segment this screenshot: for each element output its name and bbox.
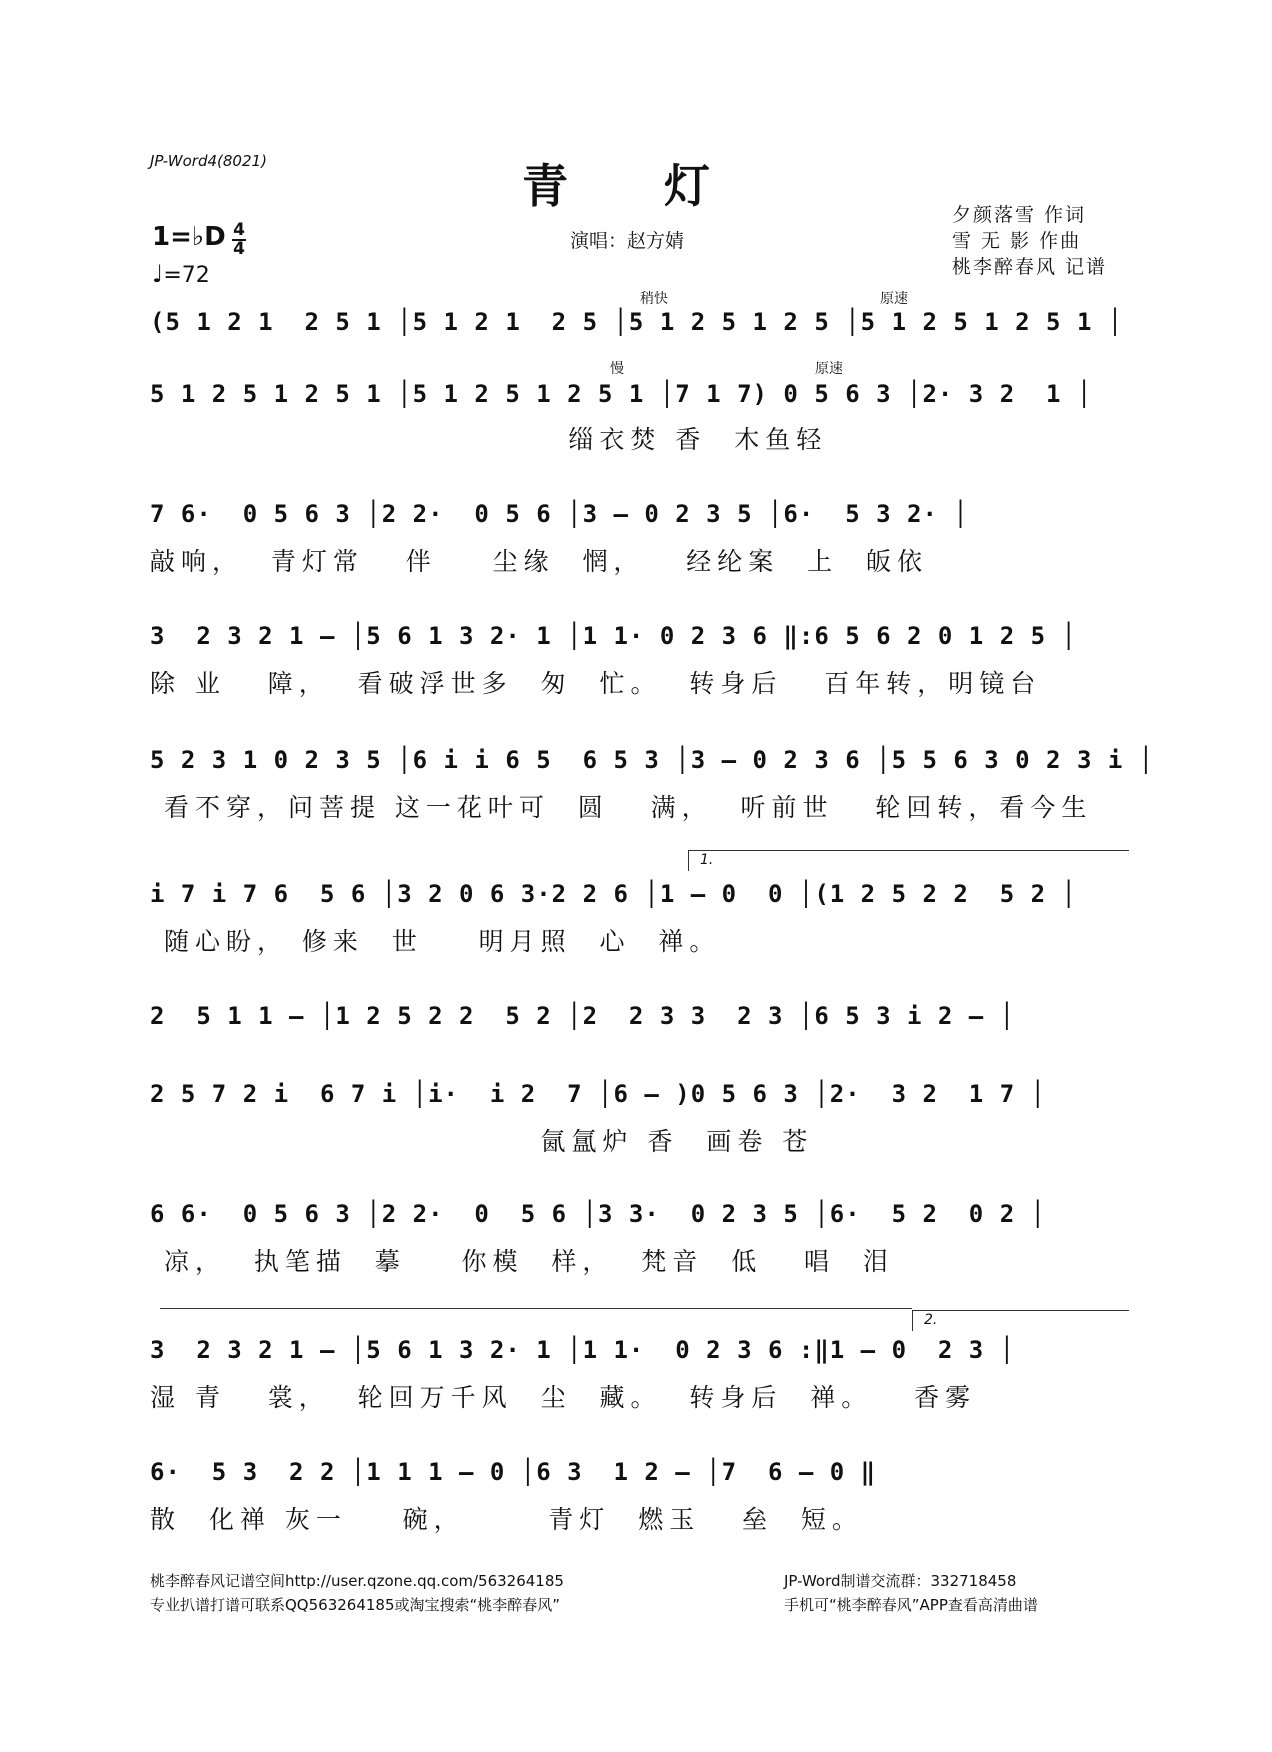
system-6-notes: i 7 i 7 6 5 6 │3 2 0 6 3·2 2 6 │1 – 0 0 │(1 2 5 2 2 5 2 │ — [150, 880, 1077, 908]
annotation-slow: 慢 — [610, 361, 624, 377]
system-3-notes: 7 6· 0 5 6 3 │2 2· 0 5 6 │3 – 0 2 3 5 │6· 5 3 2· │ — [150, 500, 969, 528]
system-9-notes: 6 6· 0 5 6 3 │2 2· 0 5 6 │3 3· 0 2 3 5 │6· 5 2 0 2 │ — [150, 1200, 1047, 1228]
tempo-value: =72 — [163, 263, 210, 288]
time-signature — [232, 222, 246, 258]
system-7-notes: 2 5 1 1 – │1 2 5 2 2 5 2 │2 2 3 3 2 3 │6 5 3 i 2 – │ — [150, 1002, 1016, 1030]
system-11-lyrics: 散 化禅 灰一 碗， 青灯 燃玉 垒 短。 — [150, 1505, 863, 1534]
key-signature: 1=♭D — [152, 222, 226, 252]
system-divider-line — [160, 1308, 912, 1309]
system-8-notes: 2 5 7 2 i 6 7 i │i· i 2 7 │6 – )0 5 6 3 │2· 3 2 1 7 │ — [150, 1080, 1047, 1108]
system-3-lyrics: 敲响， 青灯常 伴 尘缘 惘， 经纶案 上 皈依 — [150, 547, 929, 576]
system-4-notes: 3 2 3 2 1 – │5 6 1 3 2· 1 │1 1· 0 2 3 6 ‖:6 5 6 2 0 1 2 5 │ — [150, 622, 1077, 650]
tempo-marking — [152, 260, 210, 288]
singer: 演唱：赵方婧 — [570, 230, 685, 252]
system-10-lyrics: 湿 青 裳， 轮回万千风 尘 藏。 转身后 禅。 香雾 — [150, 1383, 977, 1412]
system-5-notes: 5 2 3 1 0 2 3 5 │6 i i 6 5 6 5 3 │3 – 0 2 3 6 │5 5 6 3 0 2 3 i │ — [150, 746, 1155, 774]
system-2-notes: 5 1 2 5 1 2 5 1 │5 1 2 5 1 2 5 1 │7 1 7) 0 5 6 3 │2· 3 2 1 │ — [150, 380, 1093, 408]
volta-label-1: 1. — [700, 852, 714, 868]
system-1-notes: (5 1 2 1 2 5 1 │5 1 2 1 2 5 │5 1 2 5 1 2 5 │5 1 2 5 1 2 5 1 │ — [150, 308, 1124, 336]
time-signature-bottom: 4 — [233, 239, 245, 259]
system-6-lyrics: 随心盼， 修来 世 明月照 心 禅。 — [150, 927, 721, 956]
volta-bracket-2 — [912, 1310, 1129, 1331]
time-signature-top: 4 — [233, 220, 245, 240]
system-11-notes: 6· 5 3 2 2 │1 1 1 – 0 │6 3 1 2 – │7 6 – 0 ‖ — [150, 1458, 877, 1486]
annotation-original-tempo-2: 原速 — [815, 361, 843, 377]
composer-credit: 雪 无 影 作曲 — [952, 230, 1082, 252]
system-9-lyrics: 凉， 执笔描 摹 你模 样， 梵音 低 唱 泪 — [150, 1247, 894, 1276]
footer-contact: 专业扒谱打谱可联系QQ563264185或淘宝搜索“桃李醉春风” — [150, 1596, 561, 1614]
system-8-lyrics: 氤氲炉 香 画卷 苍 — [150, 1127, 814, 1156]
footer-qzone-link: 桃李醉春风记谱空间http://user.qzone.qq.com/563264185 — [150, 1572, 564, 1590]
annotation-original-tempo: 原速 — [880, 291, 908, 307]
system-2-lyrics: 缁衣焚 香 木鱼轻 — [150, 425, 828, 454]
annotation-faster: 稍快 — [640, 291, 668, 307]
lyricist-credit: 夕颜落雪 作词 — [952, 204, 1087, 226]
volta-label-2: 2. — [924, 1312, 938, 1328]
software-label: JP-Word4(8021) — [150, 152, 267, 170]
transcriber-credit: 桃李醉春风 记谱 — [952, 256, 1108, 278]
system-10-notes: 3 2 3 2 1 – │5 6 1 3 2· 1 │1 1· 0 2 3 6 :‖1 – 0 2 3 │ — [150, 1336, 1016, 1364]
system-4-lyrics: 除 业 障， 看破浮世多 匆 忙。 转身后 百年转，明镜台 — [150, 669, 1042, 698]
footer-app-note: 手机可“桃李醉春风”APP查看高清曲谱 — [784, 1596, 1038, 1614]
footer-group: JP-Word制谱交流群：332718458 — [784, 1572, 1017, 1590]
song-title: 青 灯 — [521, 159, 750, 213]
quarter-note-icon: ♩ — [152, 260, 164, 288]
system-5-lyrics: 看不穿，问菩提 这一花叶可 圆 满， 听前世 轮回转，看今生 — [150, 793, 1093, 822]
volta-bracket-1 — [688, 850, 1129, 871]
